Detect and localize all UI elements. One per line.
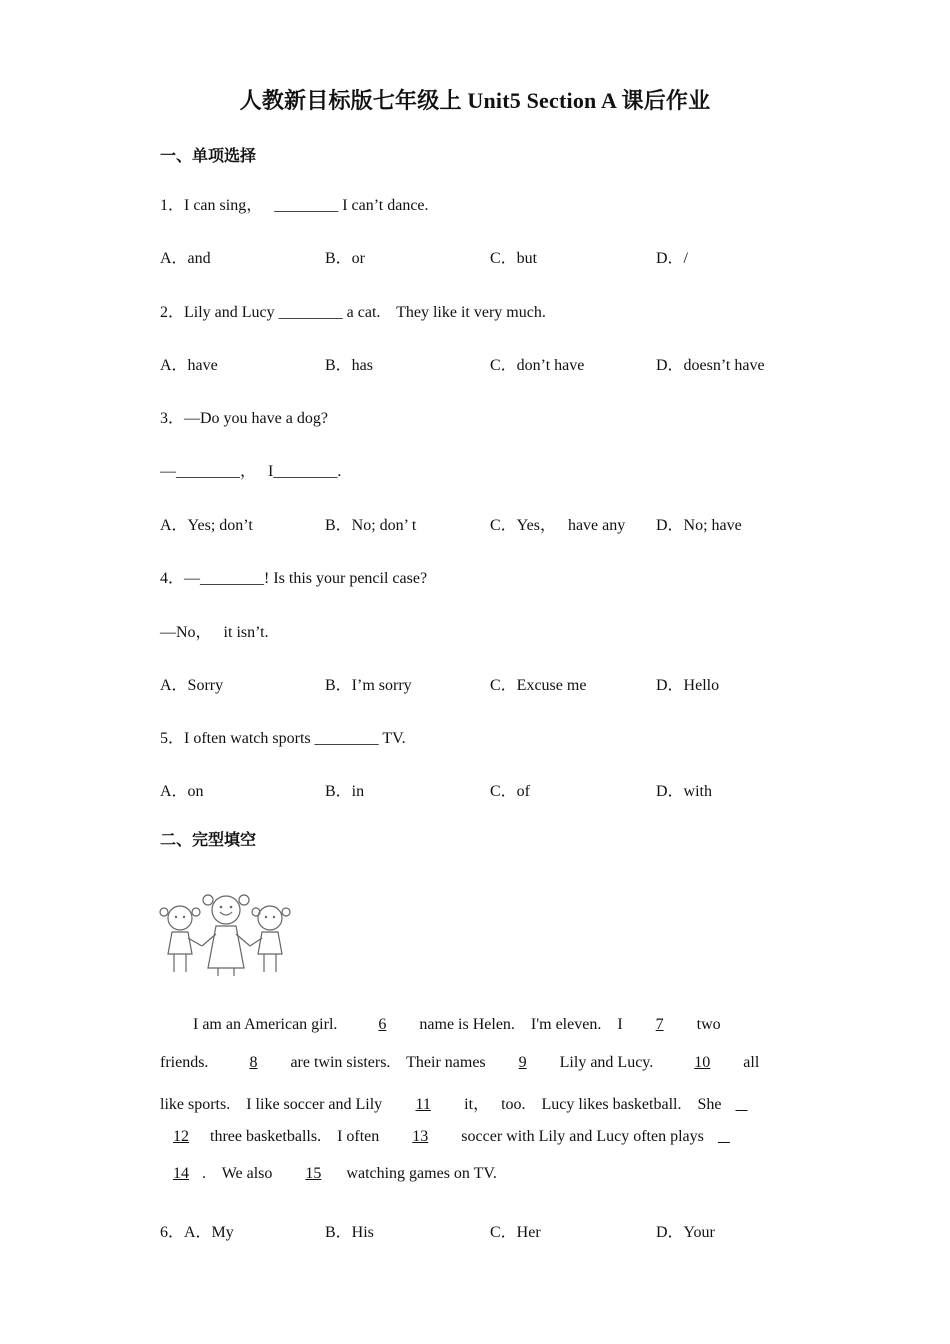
option-c[interactable]: C．Her <box>490 1224 541 1241</box>
option-c[interactable]: C．but <box>490 250 538 267</box>
blank-8: 8 <box>249 1054 258 1071</box>
option-d[interactable]: D．doesn’t have <box>656 357 765 374</box>
section-heading-cloze: 二、完型填空 <box>160 830 257 849</box>
option-d[interactable]: D．No; have <box>656 517 742 534</box>
three-girls-illustration <box>158 888 294 978</box>
option-a[interactable]: A．and <box>160 250 211 267</box>
page-title: 人教新目标版七年级上 Unit5 Section A 课后作业 <box>239 88 711 113</box>
option-a[interactable]: A．Yes; don’t <box>160 517 253 534</box>
passage-line-4: 12 three basketballs. I often 13 soccer with Lily and Lucy often plays <box>160 1128 736 1146</box>
option-a[interactable]: A．Sorry <box>160 677 224 694</box>
option-d[interactable]: D．Your <box>656 1224 715 1241</box>
blank-6: 6 <box>378 1016 387 1033</box>
option-b[interactable]: B．His <box>325 1224 374 1241</box>
option-b[interactable]: B．has <box>325 357 374 374</box>
option-b[interactable]: B．in <box>325 783 365 800</box>
passage-line-1: I am an American girl. 6 name is Helen. I'm eleven. I 7 two <box>193 1016 721 1033</box>
question-3-stem: 3．—Do you have a dog? <box>160 410 328 427</box>
question-4-stem: 4．—________! Is this your pencil case? <box>160 570 428 587</box>
blank-13: 13 <box>412 1128 429 1145</box>
blank-9: 9 <box>518 1054 527 1071</box>
question-5-stem: 5．I often watch sports ________ TV. <box>160 730 406 747</box>
option-d[interactable]: D．Hello <box>656 677 720 694</box>
option-a[interactable]: A．have <box>160 357 218 374</box>
blank-7: 7 <box>655 1016 664 1033</box>
section-heading-multiple-choice: 一、单项选择 <box>160 146 257 165</box>
question-2-options <box>160 352 840 374</box>
blank-15: 15 <box>305 1165 322 1182</box>
question-3-reply: —________， I________. <box>160 463 342 480</box>
question-5-options <box>160 778 840 800</box>
option-a[interactable]: A．on <box>160 783 204 800</box>
passage-line-2: friends. 8 are twin sisters. Their names 9 Lily and Lucy. 10 all <box>160 1054 760 1071</box>
option-d[interactable]: D．/ <box>656 250 689 267</box>
question-6-options <box>160 1219 840 1241</box>
question-4-reply: —No， it isn’t. <box>160 624 269 641</box>
question-3-options <box>160 512 840 534</box>
question-1-stem: 1．I can sing， ________ I can’t dance. <box>160 197 429 214</box>
question-2-stem: 2．Lily and Lucy ________ a cat. They like it very much. <box>160 304 546 321</box>
question-4-options <box>160 672 840 694</box>
option-a[interactable]: 6．A．My <box>160 1224 234 1241</box>
option-b[interactable]: B．I’m sorry <box>325 677 412 694</box>
blank-14: 14 <box>173 1165 189 1182</box>
blank-11: 11 <box>415 1096 431 1113</box>
passage-line-5: 14 . We also 15 watching games on TV. <box>160 1165 497 1183</box>
question-1-options <box>160 245 840 267</box>
left-girl-head <box>168 906 192 930</box>
option-d[interactable]: D．with <box>656 783 713 800</box>
blank-12-start <box>729 1096 753 1114</box>
middle-girl-head <box>212 896 240 924</box>
option-c[interactable]: C．don’t have <box>490 357 585 374</box>
passage-line-3: like sports. I like soccer and Lily 11 it， too. Lucy likes basketball. She <box>160 1091 753 1114</box>
option-c[interactable]: C．Yes， have any <box>490 517 626 534</box>
blank-12: 12 <box>173 1128 189 1145</box>
option-c[interactable]: C．Excuse me <box>490 677 587 694</box>
blank-10: 10 <box>694 1054 711 1071</box>
option-b[interactable]: B．or <box>325 250 366 267</box>
right-girl-head <box>258 906 282 930</box>
option-b[interactable]: B．No; don’ t <box>325 517 417 534</box>
blank-14-start <box>712 1128 736 1146</box>
option-c[interactable]: C．of <box>490 783 531 800</box>
